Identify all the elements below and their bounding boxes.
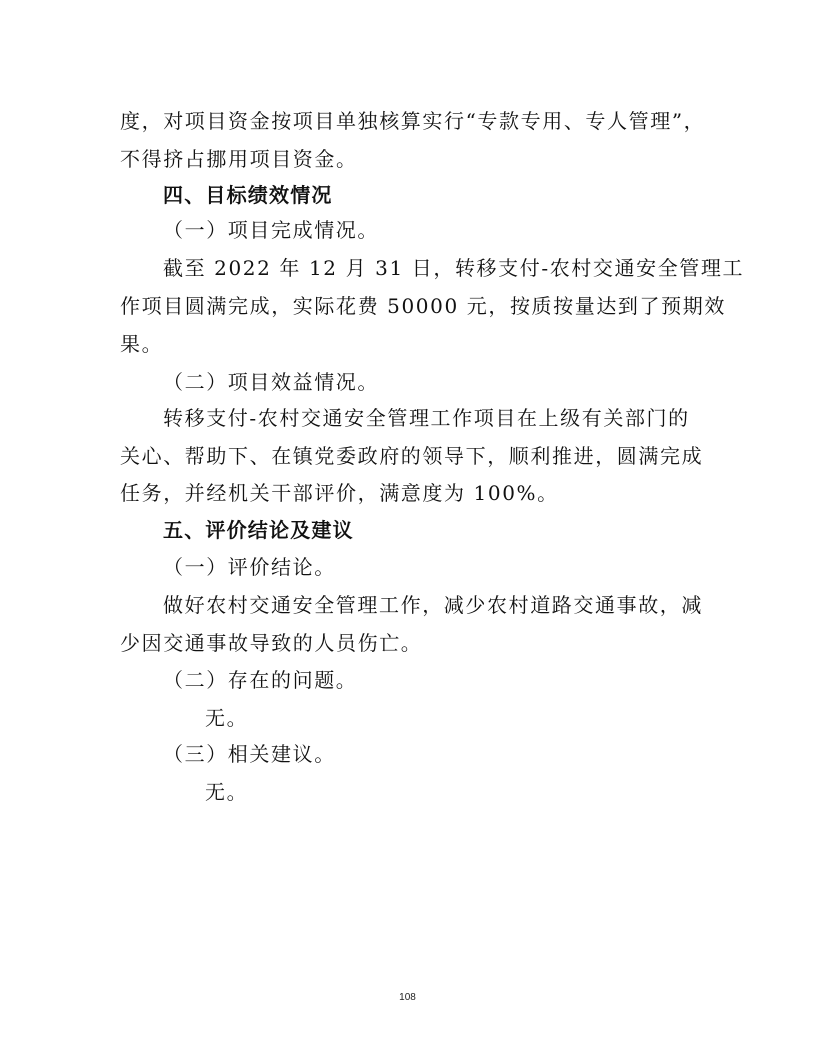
page-number: 108 [399, 992, 416, 1003]
subsection-heading: （三）相关建议。 [163, 742, 336, 766]
subsection-heading: （二）存在的问题。 [163, 668, 358, 692]
paragraph-line: 转移支付-农村交通安全管理工作项目在上级有关部门的 [163, 406, 690, 430]
subsection-heading: （一）评价结论。 [163, 555, 336, 579]
section-heading-4: 四、目标绩效情况 [163, 183, 333, 207]
subsection-heading: （一）项目完成情况。 [163, 218, 379, 242]
paragraph-line: 果。 [120, 332, 164, 356]
subsection-heading: （二）项目效益情况。 [163, 370, 379, 394]
paragraph-line: 关心、帮助下、在镇党委政府的领导下，顺利推进，圆满完成 [120, 444, 704, 468]
paragraph-line: 无。 [205, 780, 249, 804]
paragraph-line: 任务，并经机关干部评价，满意度为 100%。 [120, 481, 559, 505]
paragraph-line: 不得挤占挪用项目资金。 [120, 147, 358, 171]
paragraph-line: 少因交通事故导致的人员伤亡。 [120, 631, 423, 655]
paragraph-line: 做好农村交通安全管理工作，减少农村道路交通事故，减 [163, 593, 703, 617]
paragraph-line: 截至 2022 年 12 月 31 日，转移支付-农村交通安全管理工 [163, 256, 745, 280]
paragraph-line: 无。 [205, 706, 249, 730]
paragraph-line: 度，对项目资金按项目单独核算实行“专款专用、专人管理”， [120, 109, 706, 133]
section-heading-5: 五、评价结论及建议 [163, 518, 354, 542]
paragraph-line: 作项目圆满完成，实际花费 50000 元，按质按量达到了预期效 [120, 294, 726, 318]
